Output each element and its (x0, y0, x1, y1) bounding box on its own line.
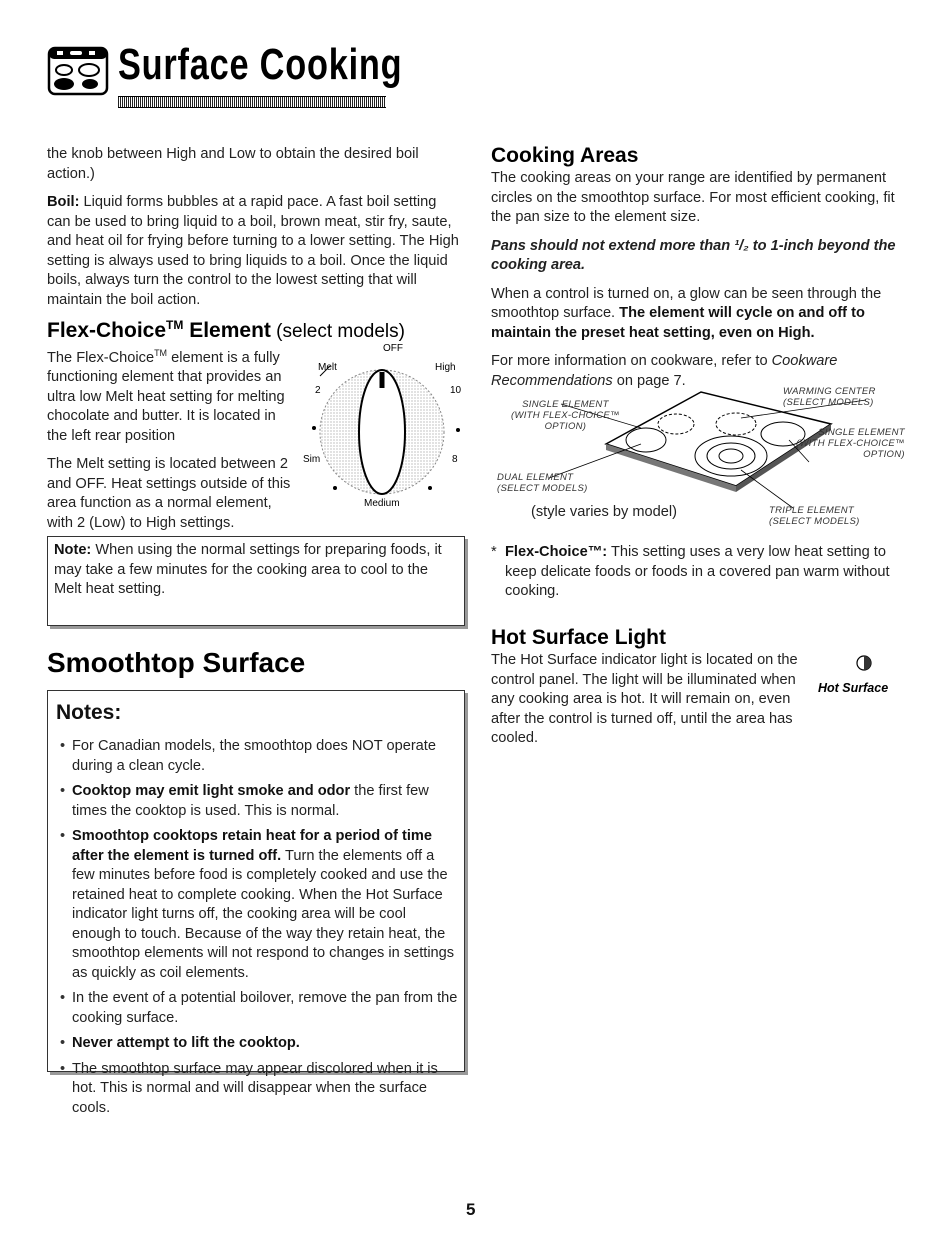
flex-heading-tm: TM (166, 318, 184, 332)
footnote-text: This setting uses a very low heat setting to keep delicate foods or foods in a covered pan warm without cooking. (505, 544, 890, 599)
note-item-bold: Smoothtop cooktops retain heat for a period of time after the element is turned off. (72, 828, 432, 864)
left-intro-block (47, 145, 459, 319)
note-item-text: In the event of a potential boilover, remove the pan from the cooking surface. (72, 990, 458, 1026)
label-dual-element: DUAL ELEMENT (SELECT MODELS) (497, 472, 588, 494)
note-item-text: the first few times the cooktop is used. This is normal. (72, 783, 429, 819)
ca-p2 (491, 285, 903, 344)
flex-description (47, 344, 297, 542)
hot-surface-label: Hot Surface (818, 681, 889, 695)
intro-text: the knob between High and Low to obtain the desired boil action.) (47, 146, 419, 182)
ca-p2-a: When a control is turned on, a glow can be seen through the smoothtop surface. (491, 285, 882, 321)
note-item-bold: Never attempt to lift the cooktop. (72, 1035, 300, 1051)
label-single-flex-right: SINGLE ELEMENT (WITH FLEX-CHOICE™ OPTION) (796, 427, 905, 460)
notes-list (54, 737, 458, 1118)
knob-medium-label: Medium (364, 498, 400, 509)
hot-surface-text: The Hot Surface indicator light is located on the control panel. The light will be illuminated when any cooking area is hot. It will remain on, even after the control is turned off, until the area has cooled. (491, 652, 798, 746)
footnote-star: * (491, 544, 497, 560)
label-warming-center: WARMING CENTER (SELECT MODELS) (783, 386, 876, 408)
footnote-bold: Flex-Choice™: (505, 544, 608, 560)
title-underline (118, 96, 386, 108)
cooktop-diagram (491, 384, 911, 534)
note-text: When using the normal settings for preparing foods, it may take a few minutes for the cooking area to cool to the Melt heat setting. (54, 542, 442, 597)
ca-p3-b: on page 7. (612, 372, 686, 389)
note-item-bold: Cooktop may emit light smoke and odor (72, 783, 351, 799)
ca-warning: Pans should not extend more than ¹/₂ to 1-inch beyond the cooking area. (491, 237, 896, 273)
ca-p2-b: The element will cycle on and off to maintain the preset heat setting, even on High. (491, 305, 865, 341)
knob-off-label: OFF (383, 343, 403, 354)
note-item (54, 989, 458, 1028)
flex-p1-b: element is a fully functioning element that provides an ultra low Melt heat setting for melting chocolate and butter. It is located in the left rear position (47, 349, 285, 444)
ca-p3-a: For more information on cookware, refer to (491, 353, 772, 369)
page-title: Surface Cooking (118, 40, 403, 89)
flex-p2: The Melt setting is located between 2 and OFF. Heat settings outside of this area function as a normal element, with 2 (Low) to High settings. (47, 456, 291, 531)
boil-paragraph (47, 193, 459, 310)
note-item (54, 827, 458, 983)
note-item (54, 737, 458, 776)
hot-surface-heading-text: Hot Surface Light (491, 626, 667, 649)
notes-heading: Notes: (56, 701, 122, 724)
cooking-areas-heading-text: Cooking Areas (491, 144, 639, 167)
page-number: 5 (466, 1200, 476, 1219)
flex-heading-text: Flex-Choice (47, 319, 167, 342)
flex-p1 (47, 344, 297, 446)
knob-2-label: 2 (315, 385, 321, 396)
note-item-text: For Canadian models, the smoothtop does NOT operate during a clean cycle. (72, 738, 436, 774)
boil-text: Liquid forms bubbles at a rapid pace. A fast boil setting can be used to bring liquid to a boil, brown meat, stir fry, saute, and heat oil for frying before turning to a lower setting. The High setting is always used to bring liquids to a boil. Once the liquid boils, always turn the control to the lowest setting that will maintain the boil action. (47, 194, 459, 308)
knob-8-label: 8 (452, 454, 458, 465)
flex-p1-tm: TM (154, 348, 168, 358)
smoothtop-heading-text: Smoothtop Surface (47, 647, 306, 678)
notes-box (47, 690, 465, 1116)
cooking-areas-body (491, 169, 903, 400)
knob-sim-label: Sim (303, 454, 321, 465)
diagram-caption: (style varies by model) (531, 504, 677, 520)
label-single-flex: SINGLE ELEMENT (WITH FLEX-CHOICE™ OPTION) (511, 399, 620, 432)
knob-10-label: 10 (450, 385, 462, 396)
note-item (54, 1060, 458, 1119)
note-box (47, 536, 465, 626)
knob-high-label: High (435, 362, 456, 373)
hot-surface-indicator-icon (855, 654, 873, 672)
flex-heading-sub: (select models) (270, 321, 405, 342)
label-triple-element: TRIPLE ELEMENT (SELECT MODELS) (769, 505, 860, 527)
cooktop-icon (47, 46, 109, 96)
flex-p1-a: The Flex-Choice (47, 349, 155, 366)
note-item-text: Turn the elements off a few minutes before food is completely cooked and use the retained heat to complete cooking. When the Hot Surface indicator light turns off, the cooking area will be cool enough to touch. Because of the way they retain heat, the smoothtop elements will not respond to changes in settings as quickly as coil elements. (72, 847, 455, 981)
flex-choice-footnote (491, 543, 903, 602)
note-label: Note: (54, 542, 92, 558)
boil-label: Boil: (47, 194, 80, 210)
note-item (54, 782, 458, 821)
cooking-areas-heading (491, 144, 638, 168)
hot-surface-heading (491, 626, 666, 650)
control-knob-diagram (300, 340, 465, 515)
ca-p1: The cooking areas on your range are identified by permanent circles on the smoothtop surface. For most efficient cooking, fit the pan size to the element size. (491, 170, 895, 225)
ca-p3-italic: Cookware Recommendations (491, 353, 838, 389)
knob-melt-label: Melt (318, 362, 337, 373)
flex-heading-element: Element (183, 319, 271, 342)
note-item-text: The smoothtop surface may appear discolored when it is hot. This is normal and will disappear when the surface cools. (72, 1060, 438, 1116)
smoothtop-heading (47, 647, 305, 679)
note-item (54, 1034, 458, 1054)
